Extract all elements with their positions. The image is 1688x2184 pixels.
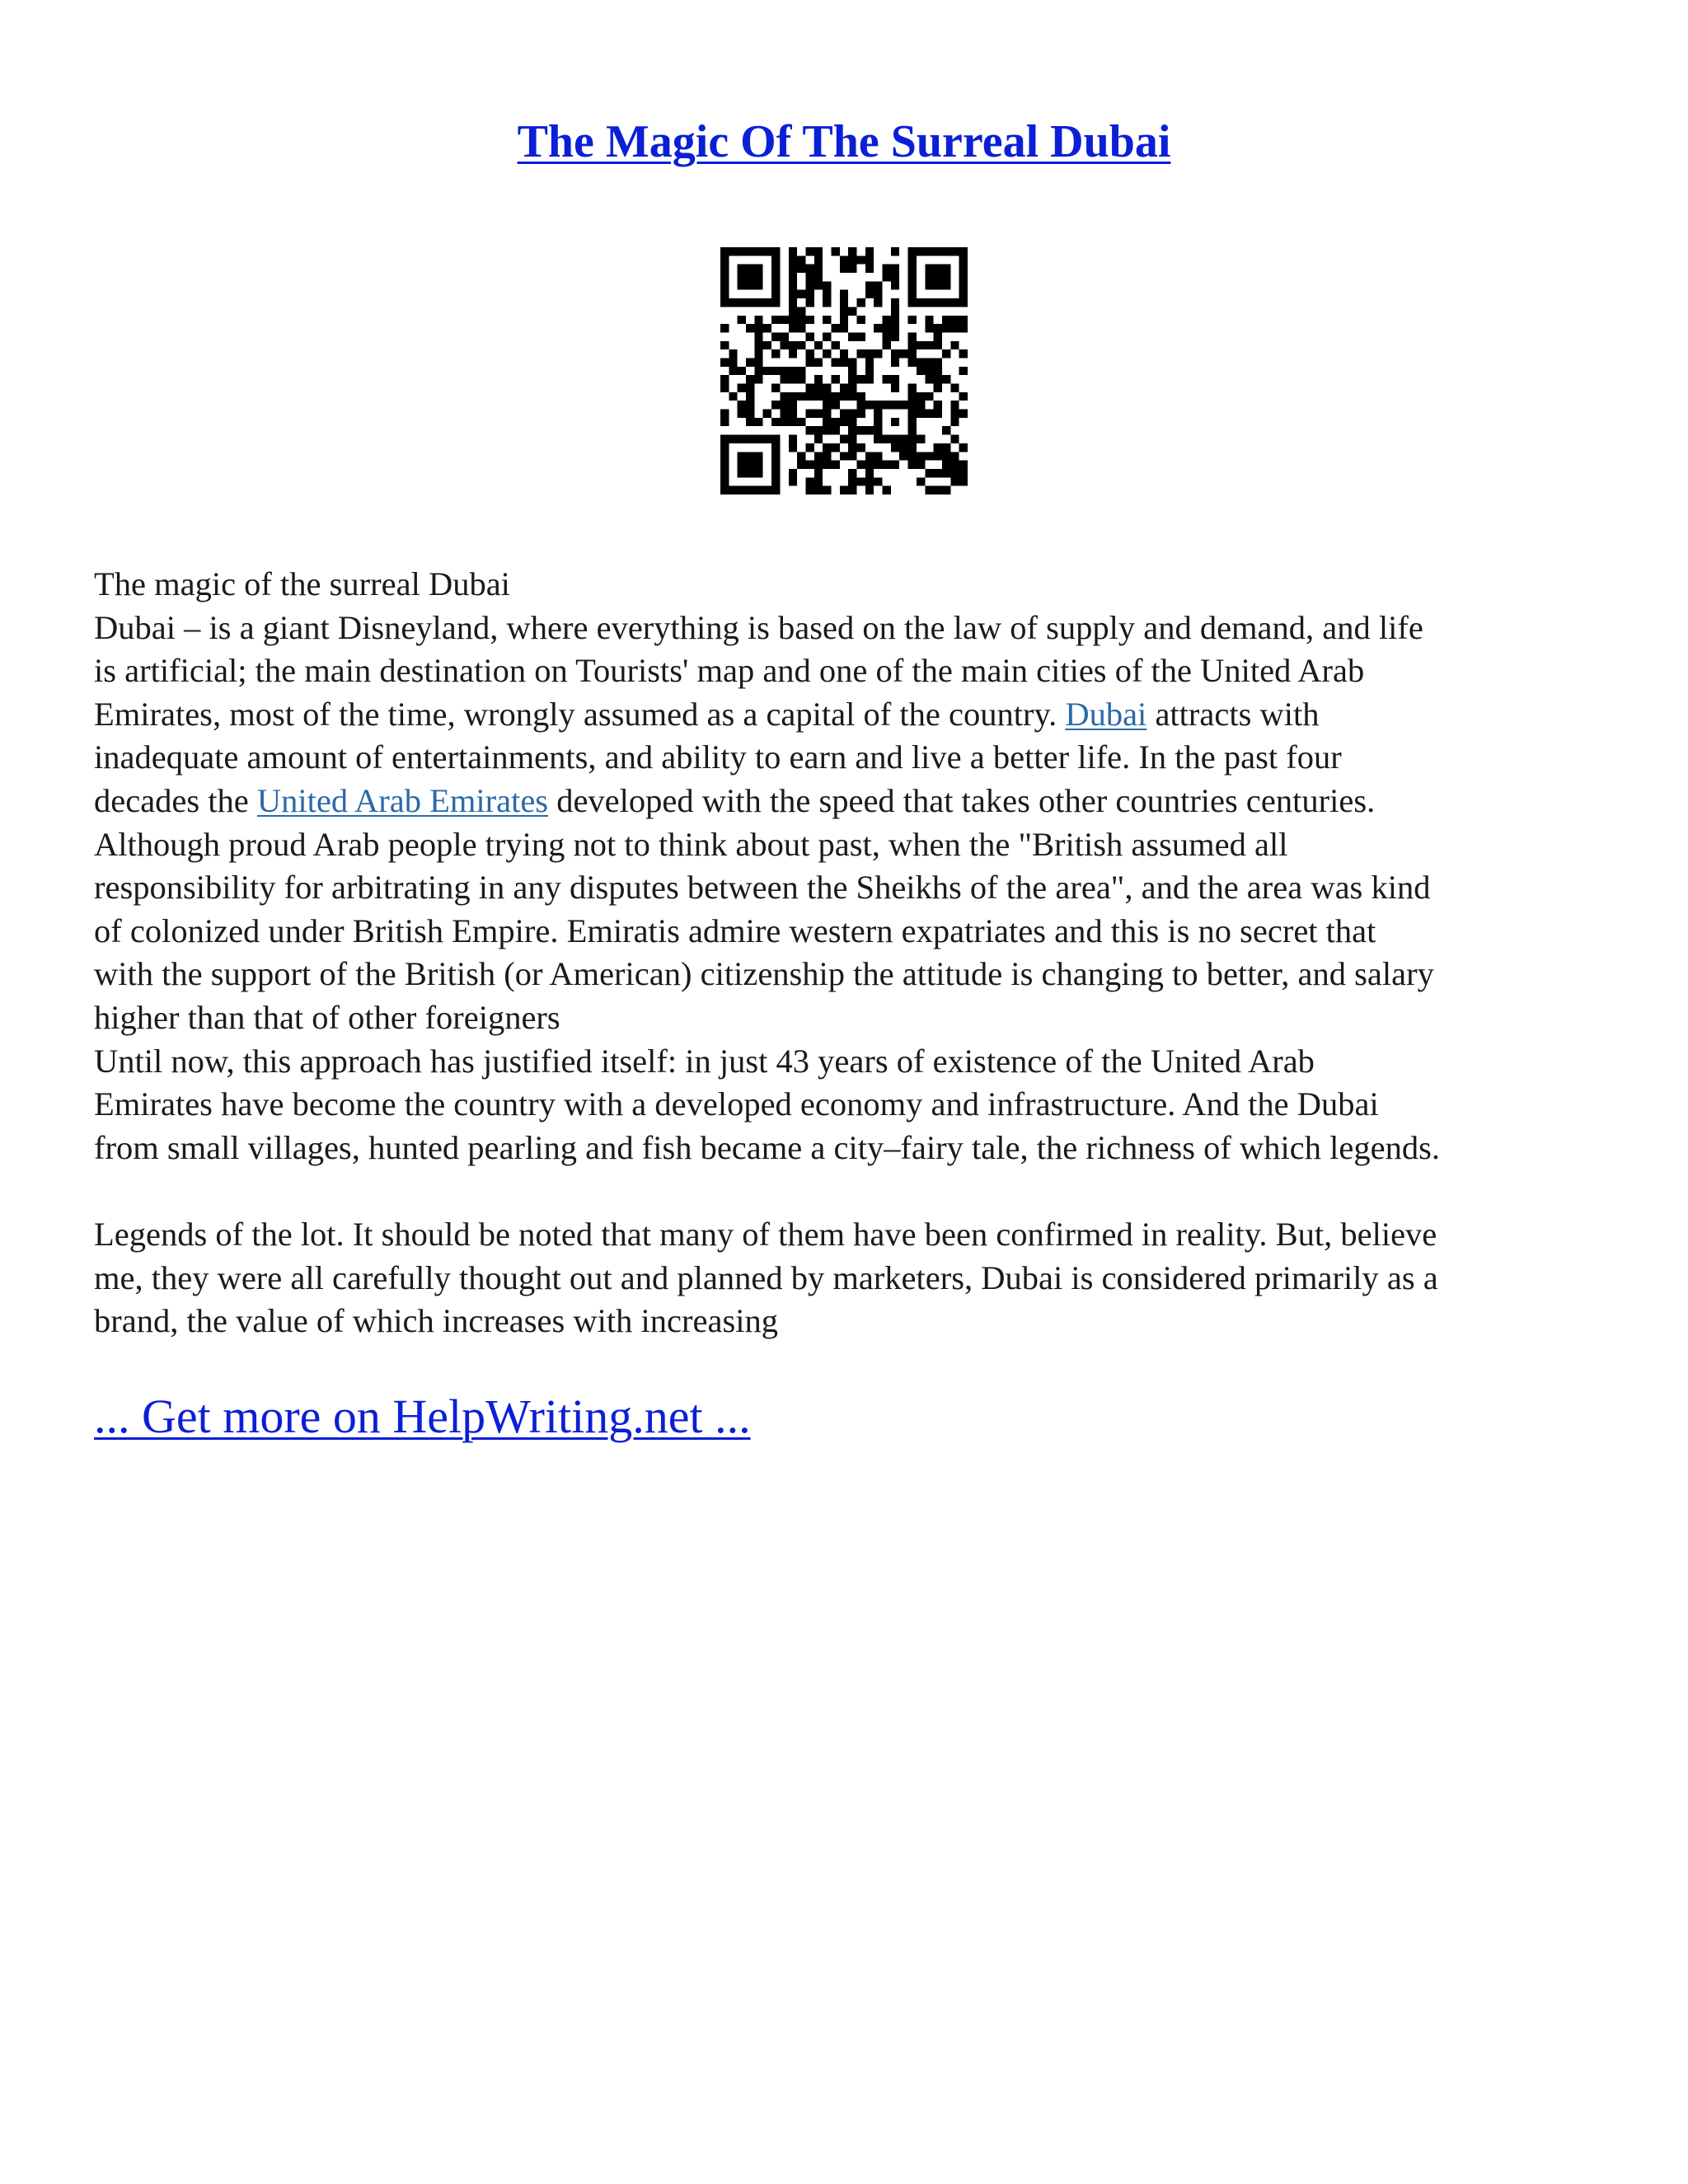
body-line xyxy=(94,693,1602,737)
body-line: inadequate amount of entertainments, and ability to earn and live a better life. In the past four xyxy=(94,738,1342,776)
united-arab-emirates-link[interactable]: United Arab Emirates xyxy=(256,781,549,819)
qr-code-icon xyxy=(720,247,968,494)
body-line: Until now, this approach has justified itself: in just 43 years of existence of the United Arab xyxy=(94,1042,1315,1080)
body-line: Emirates have become the country with a developed economy and infrastructure. And the Dubai xyxy=(94,1085,1379,1123)
body-line: The magic of the surreal Dubai xyxy=(94,565,510,602)
title-container xyxy=(0,115,1688,168)
body-line xyxy=(94,780,1602,823)
body-text: Emirates, most of the time, wrongly assumed as a capital of the country. xyxy=(94,695,1066,733)
paragraph-gap xyxy=(94,1169,1602,1213)
body-line: higher than that of other foreigners xyxy=(94,998,560,1036)
body-line: Dubai – is a giant Disneyland, where everything is based on the law of supply and demand, and life xyxy=(94,608,1423,646)
body-line: Although proud Arab people trying not to think about past, when the "British assumed all xyxy=(94,825,1288,863)
body-text: attracts with xyxy=(1146,695,1320,733)
article-body xyxy=(94,563,1602,1343)
body-line: responsibility for arbitrating in any disputes between the Sheikhs of the area", and the area was kind xyxy=(94,869,1431,907)
body-text: decades the xyxy=(94,781,257,819)
get-more-link[interactable]: ... Get more on HelpWriting.net ... xyxy=(94,1390,751,1443)
dubai-link[interactable]: Dubai xyxy=(1065,695,1147,733)
body-line: Legends of the lot. It should be noted that many of them have been confirmed in reality. But, believe xyxy=(94,1215,1437,1253)
title-link[interactable]: The Magic Of The Surreal Dubai xyxy=(517,116,1171,167)
body-line: me, they were all carefully thought out and planned by marketers, Dubai is considered primarily as a xyxy=(94,1258,1438,1296)
body-line: from small villages, hunted pearling and fish became a city–fairy tale, the richness of which legends. xyxy=(94,1128,1440,1166)
body-line: brand, the value of which increases with increasing xyxy=(94,1302,778,1340)
body-line: with the support of the British (or American) citizenship the attitude is changing to better, and salary xyxy=(94,955,1434,993)
body-line: of colonized under British Empire. Emiratis admire western expatriates and this is no secret that xyxy=(94,912,1376,949)
body-line: is artificial; the main destination on Tourists' map and one of the main cities of the United Arab xyxy=(94,652,1365,690)
body-text: developed with the speed that takes other countries centuries. xyxy=(548,781,1376,819)
